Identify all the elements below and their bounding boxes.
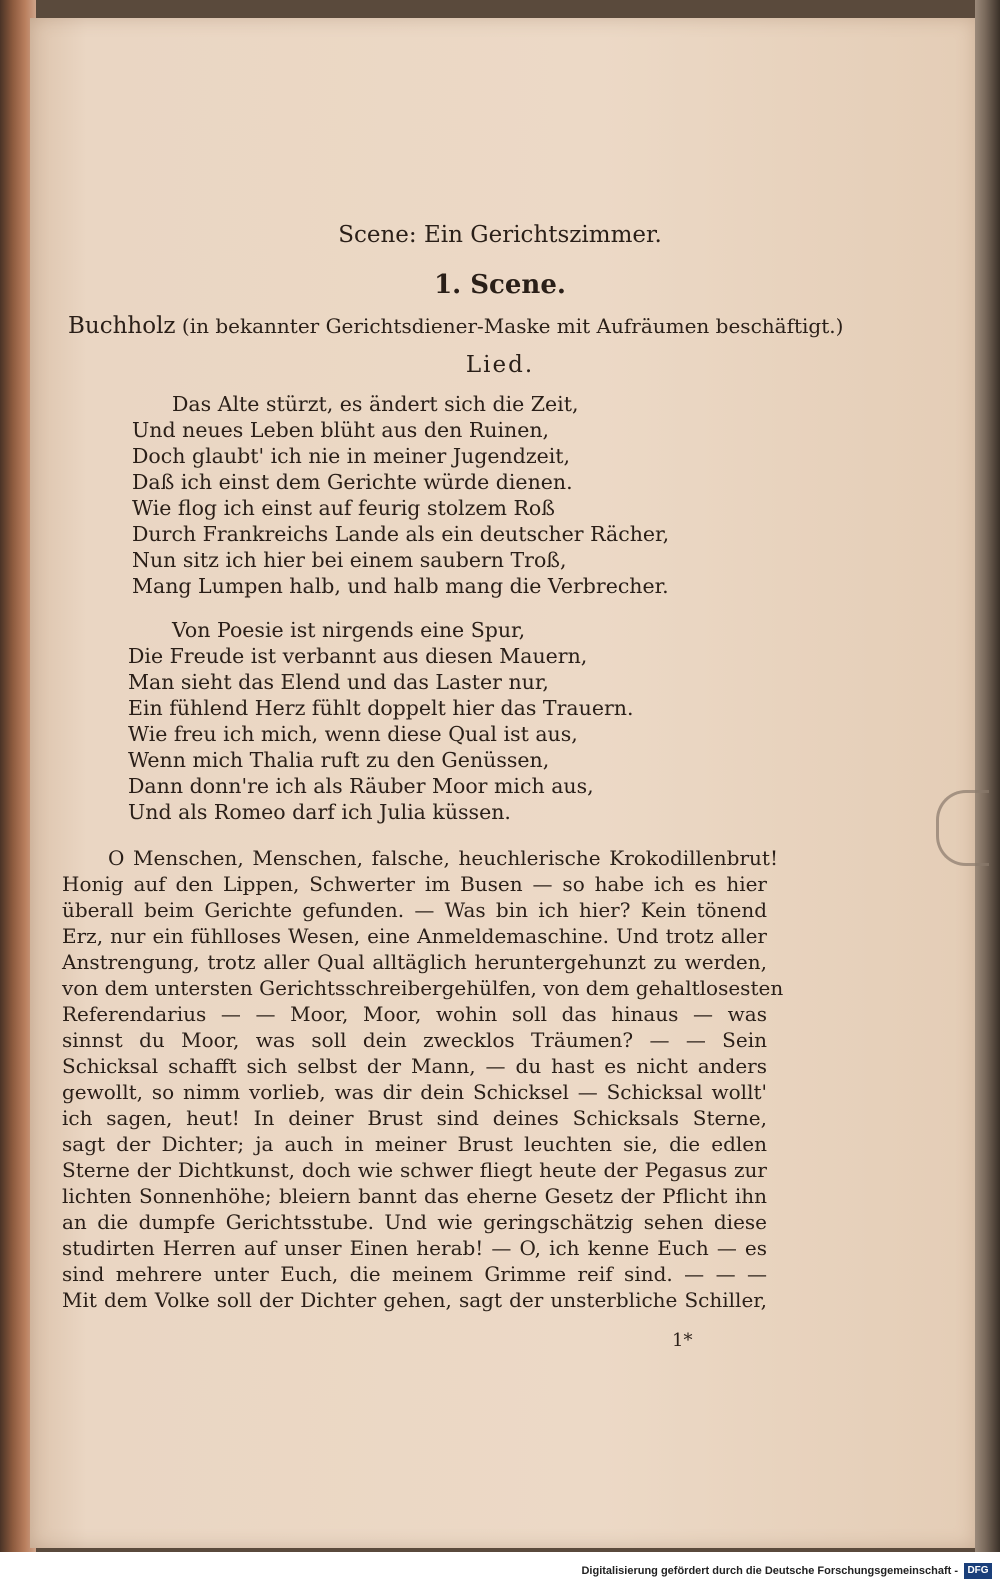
prose-line: Honig auf den Lippen, Schwerter im Busen — so habe ich es hier xyxy=(62,872,767,896)
prose-line: Anstrengung, trotz aller Qual alltäglich heruntergehunzt zu werden, xyxy=(62,950,767,974)
song-title: Lied. xyxy=(465,352,535,378)
verse-line: Mang Lumpen halb, und halb mang die Verbrecher. xyxy=(132,574,669,598)
verse-line: Und neues Leben blüht aus den Ruinen, xyxy=(132,418,550,442)
stage-direction xyxy=(68,313,843,339)
stage-direction-text: (in bekannter Gerichtsdiener-Maske mit Aufräumen beschäftigt.) xyxy=(181,314,844,338)
prose-line: sagt der Dichter; ja auch in meiner Brust leuchten sie, die edlen xyxy=(62,1132,767,1156)
verse-line: Und als Romeo darf ich Julia küssen. xyxy=(128,800,511,824)
verse-line: Von Poesie ist nirgends eine Spur, xyxy=(172,618,526,642)
prose-line: studirten Herren auf unser Einen herab! — O, ich kenne Euch — es xyxy=(62,1236,767,1260)
verse-line: Ein fühlend Herz fühlt doppelt hier das Trauern. xyxy=(128,696,634,720)
verse-line: Die Freude ist verbannt aus diesen Mauern, xyxy=(128,644,588,668)
prose-line: ich sagen, heut! In deiner Brust sind deines Schicksals Sterne, xyxy=(62,1106,767,1130)
verse-line: Daß ich einst dem Gerichte würde dienen. xyxy=(132,470,573,494)
page-clip-mark xyxy=(936,790,989,866)
prose-line: Schicksal schafft sich selbst der Mann, — du hast es nicht anders xyxy=(62,1054,767,1078)
prose-line: Sterne der Dichtkunst, doch wie schwer fliegt heute der Pegasus zur xyxy=(62,1158,767,1182)
prose-line: überall beim Gerichte gefunden. — Was bin ich hier? Kein tönend xyxy=(62,898,767,922)
verse-line: Wenn mich Thalia ruft zu den Genüssen, xyxy=(128,748,550,772)
verse-line: Das Alte stürzt, es ändert sich die Zeit, xyxy=(172,392,579,416)
verse-line: Doch glaubt' ich nie in meiner Jugendzeit, xyxy=(132,444,571,468)
dfg-logo: DFG xyxy=(964,1563,992,1579)
character-name: Buchholz xyxy=(68,313,176,339)
scene-title: Scene: Ein Gerichtszimmer. xyxy=(338,222,662,248)
footer-credit: Digitalisierung gefördert durch die Deutsche Forschungsgemeinschaft - xyxy=(581,1565,958,1577)
prose-line: Erz, nur ein fühlloses Wesen, eine Anmeldemaschine. Und trotz aller xyxy=(62,924,767,948)
prose-line: sinnst du Moor, was soll dein zwecklos Träumen? — — Sein xyxy=(62,1028,767,1052)
prose-line: O Menschen, Menschen, falsche, heuchlerische Krokodillenbrut! xyxy=(108,846,778,870)
prose-line: lichten Sonnenhöhe; bleiern bannt das eherne Gesetz der Pflicht ihn xyxy=(62,1184,767,1208)
verse-line: Man sieht das Elend und das Laster nur, xyxy=(128,670,549,694)
prose-line: gewollt, so nimm vorlieb, was dir dein Schicksel — Schicksal wollt' xyxy=(62,1080,767,1104)
verse-line: Dann donn're ich als Räuber Moor mich aus, xyxy=(128,774,594,798)
scene-heading: 1. Scene. xyxy=(434,270,566,300)
prose-line: sind mehrere unter Euch, die meinem Grimme reif sind. — — — xyxy=(62,1262,767,1286)
verse-line: Wie flog ich einst auf feurig stolzem Roß xyxy=(132,496,555,520)
signature-mark: 1* xyxy=(672,1330,693,1351)
prose-line: Mit dem Volke soll der Dichter gehen, sagt der unsterbliche Schiller, xyxy=(62,1288,767,1312)
verse-line: Wie freu ich mich, wenn diese Qual ist aus, xyxy=(128,722,578,746)
verse-line: Durch Frankreichs Lande als ein deutscher Rächer, xyxy=(132,522,670,546)
prose-line: von dem untersten Gerichtsschreibergehülfen, von dem gehaltlosesten xyxy=(62,976,784,1000)
verse-line: Nun sitz ich hier bei einem saubern Troß, xyxy=(132,548,567,572)
prose-line: an die dumpfe Gerichtsstube. Und wie geringschätzig sehen diese xyxy=(62,1210,767,1234)
prose-line: Referendarius — — Moor, Moor, wohin soll das hinaus — was xyxy=(62,1002,767,1026)
